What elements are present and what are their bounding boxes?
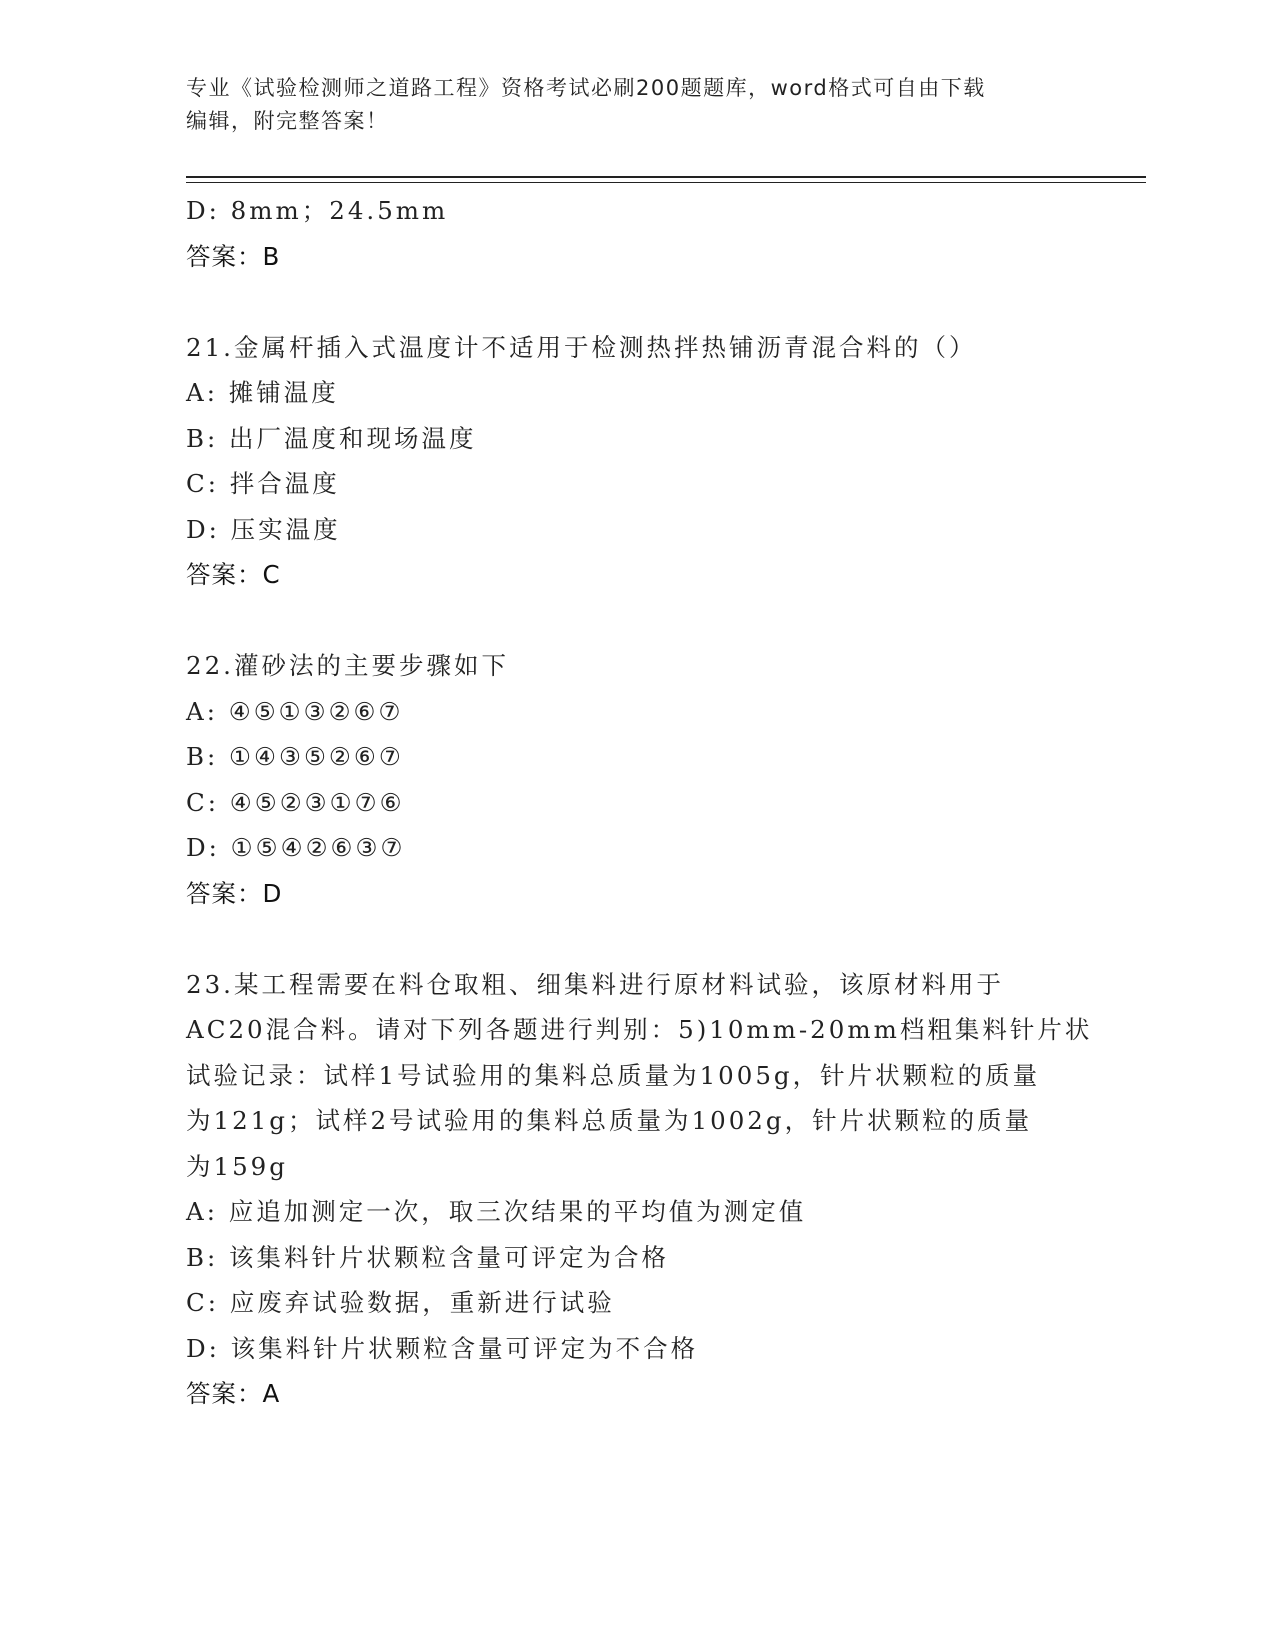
- prev-answer: 答案：B: [186, 241, 281, 271]
- question-stem-line-1: 23.某工程需要在料仓取粗、细集料进行原材料试验，该原材料用于: [186, 969, 1004, 999]
- option-a: A: 应追加测定一次，取三次结果的平均值为测定值: [186, 1197, 807, 1226]
- answer: 答案：A: [186, 1379, 281, 1408]
- answer: 答案：D: [186, 878, 283, 908]
- question-stem-line-3: 试验记录：试样1号试验用的集料总质量为1005g，针片状颗粒的质量: [186, 1060, 1041, 1090]
- header-rule-thick: [186, 176, 1146, 178]
- question-stem: 22.灌砂法的主要步骤如下: [186, 651, 509, 680]
- option-d: D: 压实温度: [186, 514, 341, 544]
- spacer: [186, 598, 1086, 644]
- option-d: D: ①⑤④②⑥③⑦: [186, 833, 406, 862]
- header-rule-thin: [186, 182, 1146, 183]
- option-b: B: ①④③⑤②⑥⑦: [186, 742, 404, 771]
- option-d: D: 该集料针片状颗粒含量可评定为不合格: [186, 1333, 699, 1363]
- question-stem-line-5: 为159g: [186, 1151, 288, 1181]
- option-c: C: 应废弃试验数据，重新进行试验: [186, 1288, 615, 1317]
- question-stem-line-4: 为121g；试样2号试验用的集料总质量为1002g，针片状颗粒的质量: [186, 1106, 1033, 1135]
- option-b: B: 该集料针片状颗粒含量可评定为合格: [186, 1242, 670, 1272]
- question-stem: 21.金属杆插入式温度计不适用于检测热拌热铺沥青混合料的（）: [186, 332, 977, 362]
- document-body: [186, 188, 1093, 1417]
- answer: 答案：C: [186, 560, 281, 589]
- option-b: B: 出厂温度和现场温度: [186, 423, 477, 453]
- prev-option-d: D: 8mm；24.5mm: [186, 196, 449, 225]
- option-c: C: ④⑤②③①⑦⑥: [186, 787, 405, 817]
- question-21: [186, 325, 1086, 598]
- document-header: [186, 72, 1106, 138]
- option-a: A: ④⑤①③②⑥⑦: [186, 696, 404, 726]
- option-c: C: 拌合温度: [186, 469, 340, 498]
- question-23: [186, 962, 1093, 1417]
- question-22: [186, 643, 1086, 916]
- spacer: [186, 279, 1086, 325]
- header-line-1: 专业《试验检测师之道路工程》资格考试必刷200题题库，word格式可自由下载: [186, 76, 986, 100]
- option-a: A: 摊铺温度: [186, 378, 339, 407]
- question-stem-line-2: AC20混合料。请对下列各题进行判别：5)10mm-20mm档粗集料针片状: [186, 1015, 1093, 1044]
- spacer: [186, 916, 1086, 962]
- header-line-2: 编辑，附完整答案！: [186, 109, 389, 133]
